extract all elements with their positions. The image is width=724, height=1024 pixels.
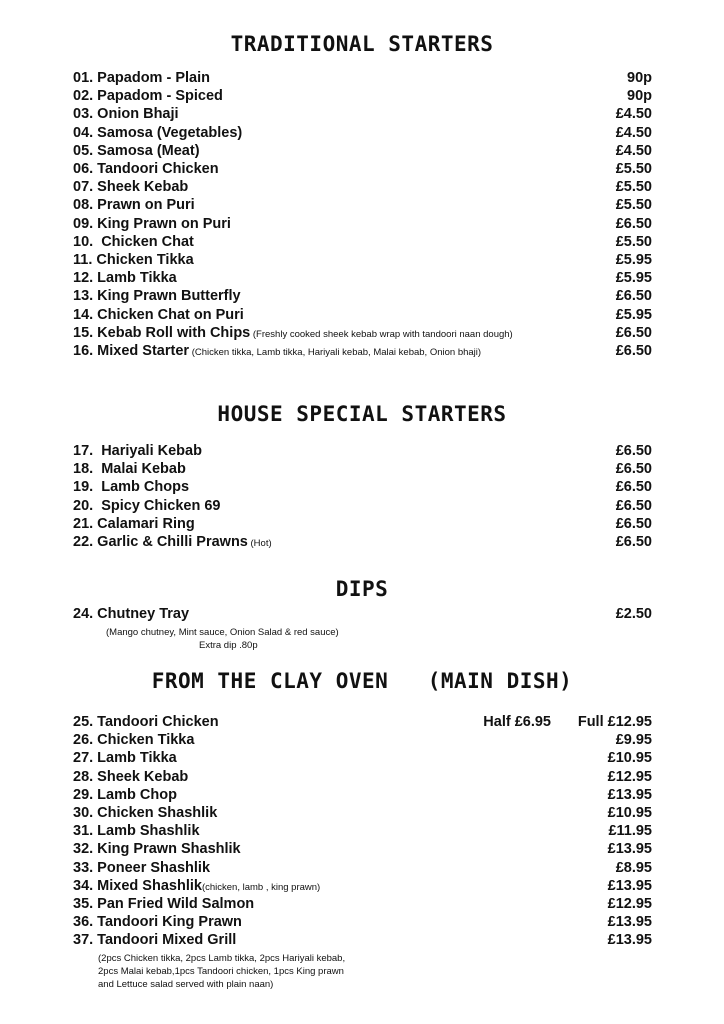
menu-item (73, 913, 652, 931)
menu-item (73, 178, 652, 196)
menu-item-name (73, 931, 236, 949)
menu-item (73, 342, 652, 360)
menu-item-price: £5.50 (615, 179, 652, 196)
menu-item-price: £4.50 (615, 124, 652, 141)
menu-item-price: £5.50 (615, 233, 652, 250)
menu-item-name (73, 497, 221, 515)
menu-item (73, 895, 652, 913)
menu-item-name-text: 16. Mixed Starter (73, 343, 190, 359)
menu-item (73, 269, 652, 287)
menu-item-price: £6.50 (615, 215, 652, 232)
menu-item-name (73, 105, 179, 123)
menu-item-name-text: 34. Mixed Shashlik (73, 877, 202, 894)
menu-item-name (73, 342, 481, 362)
menu-item-price: £6.50 (615, 461, 652, 478)
menu-item-name-text: 05. Samosa (Meat) (73, 142, 200, 159)
menu-item-name-text: 31. Lamb Shashlik (73, 823, 200, 840)
menu-item (73, 877, 652, 895)
menu-item (73, 105, 652, 123)
menu-item-name (73, 142, 200, 160)
menu-item (73, 931, 652, 949)
menu-item-name (73, 768, 188, 786)
menu-item-note: (Hot) (247, 538, 272, 549)
extra-dip-note: Extra dip .80p (199, 640, 258, 651)
menu-item-price: £6.50 (615, 324, 652, 341)
mixed-grill-description-line-3: and Lettuce salad served with plain naan) (98, 979, 274, 990)
menu-item-price: £13.95 (607, 877, 652, 894)
menu-item-price: £10.95 (607, 750, 652, 767)
mixed-grill-description-line-1: (2pcs Chicken tikka, 2pcs Lamb tikka, 2pcs Hariyali kebab, (98, 953, 346, 964)
menu-item-name-text: 11. Chicken Tikka (73, 252, 194, 268)
menu-item-name-text: 15. Kebab Roll with Chips (73, 324, 251, 341)
menu-item-name (73, 460, 186, 478)
menu-item-price: £5.95 (615, 306, 652, 323)
menu-item-note: (Freshly cooked sheek kebab wrap with tandoori naan dough) (250, 328, 513, 340)
menu-item (73, 478, 652, 496)
menu-item-price: £13.95 (607, 841, 652, 858)
menu-item-name (73, 287, 241, 305)
menu-item (73, 306, 652, 324)
menu-item-name (73, 913, 242, 931)
menu-item-name (73, 69, 210, 87)
menu-item-name-text: 29. Lamb Chop (73, 786, 177, 803)
menu-item-name-text: 01. Papadom - Plain (73, 70, 210, 86)
menu-item-price: £6.50 (615, 288, 652, 305)
menu-item-name (73, 822, 200, 840)
menu-item-name (73, 859, 210, 877)
menu-item (73, 233, 652, 251)
menu-item-name (73, 840, 241, 858)
menu-item-price: £5.50 (615, 161, 652, 177)
menu-item-name-text: 06. Tandoori Chicken (73, 161, 219, 177)
menu-item-price: £2.50 (615, 606, 652, 622)
menu-item-name-text: 28. Sheek Kebab (73, 768, 189, 785)
menu-item-name (73, 442, 202, 460)
menu-item-name-text: 26. Chicken Tikka (73, 732, 195, 749)
menu-item-name (73, 605, 189, 623)
menu-item-name (73, 786, 177, 804)
section-title-clay-oven: FROM THE CLAY OVEN (MAIN DISH) (151, 669, 573, 693)
menu-item-name-text: 33. Poneer Shashlik (73, 859, 211, 876)
section-title-traditional-starters: TRADITIONAL STARTERS (230, 32, 494, 56)
menu-item (73, 251, 652, 269)
menu-item-name-text: 30. Chicken Shashlik (73, 805, 218, 821)
menu-item-name-text: 21. Calamari Ring (73, 515, 195, 532)
menu-item-price: £13.95 (607, 932, 652, 949)
menu-item-name-text: 22. Garlic & Chilli Prawns (73, 534, 248, 550)
section-title-house-special-starters: HOUSE SPECIAL STARTERS (217, 402, 507, 426)
menu-item-name-text: 37. Tandoori Mixed Grill (73, 932, 237, 949)
menu-item-name (73, 251, 194, 269)
menu-item-note: (Chicken tikka, Lamb tikka, Hariyali kebab, Malai kebab, Onion bhaji) (189, 347, 482, 358)
menu-item-name-text: 35. Pan Fried Wild Salmon (73, 896, 255, 912)
menu-item (73, 731, 652, 749)
menu-item-name-text: 18. Malai Kebab (73, 461, 186, 478)
section-title-dips: DIPS (335, 577, 389, 601)
menu-item-price: £5.95 (615, 270, 652, 287)
menu-item-name (73, 713, 219, 731)
menu-item-price: £4.50 (615, 106, 652, 123)
menu-item (73, 69, 652, 87)
menu-item-name-text: 13. King Prawn Butterfly (73, 288, 241, 305)
menu-item-name (73, 731, 194, 749)
menu-item-price: £11.95 (608, 823, 652, 840)
menu-item (73, 287, 652, 305)
menu-item (73, 713, 652, 731)
menu-item-price: £4.50 (615, 142, 652, 159)
menu-item-name (73, 877, 320, 897)
menu-item-name (73, 178, 188, 196)
menu-item-half-price: Half £6.95 (483, 714, 551, 730)
menu-item-name-text: 14. Chicken Chat on Puri (73, 306, 244, 323)
menu-item-name (73, 324, 513, 344)
menu-item (73, 859, 652, 877)
menu-item-price: £6.50 (615, 497, 652, 514)
menu-item-name-text: 03. Onion Bhaji (73, 106, 179, 123)
menu-item-name-text: 24. Chutney Tray (73, 606, 190, 622)
menu-item (73, 840, 652, 858)
menu-item-name (73, 533, 272, 553)
menu-item (73, 749, 652, 767)
menu-item-name-text: 25. Tandoori Chicken (73, 714, 219, 730)
menu-item-name (73, 478, 189, 496)
menu-item (73, 124, 652, 142)
menu-item-price: £6.50 (615, 479, 652, 496)
menu-item-name-text: 27. Lamb Tikka (73, 750, 177, 767)
menu-item (73, 87, 652, 105)
menu-item-price: 90p (627, 88, 652, 105)
menu-item-name-text: 32. King Prawn Shashlik (73, 841, 241, 858)
menu-item (73, 324, 652, 342)
menu-item-name (73, 306, 244, 324)
menu-item-price: £12.95 (607, 896, 652, 912)
menu-item (73, 442, 652, 460)
menu-item-name (73, 215, 231, 233)
menu-item-price: 90p (627, 70, 652, 86)
menu-item-name (73, 515, 195, 533)
menu-item (73, 160, 652, 178)
menu-item-price: £6.50 (615, 515, 652, 532)
menu-item-name-text: 02. Papadom - Spiced (73, 88, 223, 105)
menu-item (73, 196, 652, 214)
menu-item-name-text: 17. Hariyali Kebab (73, 443, 202, 459)
menu-item-name-text: 04. Samosa (Vegetables) (73, 124, 243, 141)
menu-item (73, 822, 652, 840)
chutney-tray-description: (Mango chutney, Mint sauce, Onion Salad & red sauce) (106, 627, 339, 638)
menu-item-name (73, 895, 254, 913)
menu-item-price: £6.50 (615, 343, 652, 359)
menu-item-name-text: 07. Sheek Kebab (73, 179, 189, 196)
menu-item (73, 533, 652, 551)
menu-item-name (73, 124, 242, 142)
menu-item-price: £5.95 (615, 252, 652, 268)
menu-item (73, 804, 652, 822)
menu-item-name-text: 20. Spicy Chicken 69 (73, 497, 221, 514)
menu-item-name (73, 804, 217, 822)
menu-item (73, 515, 652, 533)
menu-item-price: £9.95 (615, 732, 652, 749)
menu-item (73, 460, 652, 478)
menu-item-name (73, 160, 219, 178)
menu-item-price: £5.50 (615, 197, 652, 214)
menu-item (73, 142, 652, 160)
menu-item (73, 215, 652, 233)
menu-item (73, 786, 652, 804)
menu-item-name (73, 269, 177, 287)
menu-item (73, 497, 652, 515)
menu-item-price: £13.95 (607, 786, 652, 803)
menu-item-name-text: 19. Lamb Chops (73, 479, 190, 496)
menu-item-name-text: 12. Lamb Tikka (73, 270, 177, 287)
menu-item-name-text: 36. Tandoori King Prawn (73, 914, 242, 931)
menu-item-name (73, 87, 223, 105)
menu-item-price: £10.95 (607, 805, 652, 821)
menu-item-name (73, 196, 195, 214)
menu-item (73, 768, 652, 786)
menu-item-name (73, 233, 194, 251)
menu-item-name-text: 08. Prawn on Puri (73, 197, 195, 214)
menu-item-name-text: 10. Chicken Chat (73, 233, 194, 250)
menu-item-name (73, 749, 177, 767)
menu-item-name-text: 09. King Prawn on Puri (73, 215, 231, 232)
menu-item (73, 605, 652, 623)
menu-item-price: Full £12.95 (577, 714, 652, 730)
menu-item-price: £6.50 (615, 443, 652, 459)
menu-item-price: £12.95 (607, 768, 652, 785)
menu-item-note: (chicken, lamb , king prawn) (201, 881, 321, 893)
menu-item-price: £6.50 (615, 534, 652, 550)
mixed-grill-description-line-2: 2pcs Malai kebab,1pcs Tandoori chicken, 1pcs King prawn (98, 966, 344, 977)
menu-item-price: £8.95 (615, 859, 652, 876)
menu-item-price: £13.95 (607, 914, 652, 931)
